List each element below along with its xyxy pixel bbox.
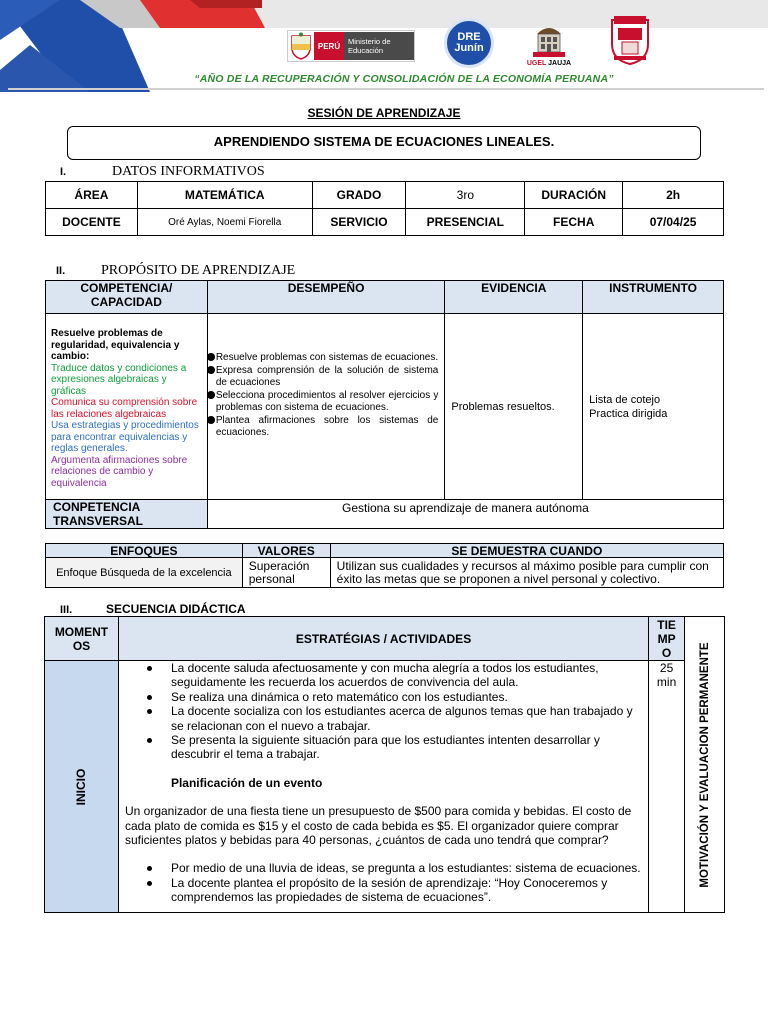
desempeno-item [216,415,439,439]
ministerio-label: Ministerio de Educación [344,32,414,60]
evaluacion-cell [685,617,725,913]
competencia-text: Resuelve problemas de regularidad, equivalencia y cambio: [51,328,180,362]
actividad-text: Por medio de una lluvia de ideas, se pregunta a los estudiantes: sistema de ecuaciones. [170,861,641,876]
actividad-item [171,704,642,733]
peru-minedu-logo [287,30,415,62]
ugel-label: UGEL [526,59,547,67]
desempeno-text: Selecciona procedimientos al resolver ejercicios y problemas con sistema de ecuaciones. [215,390,439,413]
momento-cell [45,661,119,913]
bullet-icon [207,353,215,361]
actividad-item [171,661,642,690]
header-estrategias: ESTRATÉGIAS / ACTIVIDADES [118,617,648,661]
bullet-icon [147,709,152,714]
actividad-text: La docente plantea el propósito de la sesión de aprendizaje: “Hoy Conoceremos y comprendemos las propiedades de sistema de ecuaciones”. [170,875,608,905]
section-number: III. [60,604,73,616]
section-title: PROPÓSITO DE APRENDIZAJE [101,263,296,278]
fecha-value: 07/04/25 [623,209,724,236]
section-number: I. [60,166,67,178]
desempeno-text: Plantea afirmaciones sobre los sistemas de ecuaciones. [215,415,439,438]
header-tiempo-text: TIEMPO [657,617,676,660]
year-motto: “AÑO DE LA RECUPERACIÓN Y CONSOLIDACIÓN DE LA ECONOMÍA PERUANA” [194,73,614,85]
desempeno-item [216,390,439,414]
section-proposito-heading [56,263,295,279]
section-number: II. [56,265,66,277]
desempeno-text: Resuelve problemas con sistemas de ecuaciones. [215,352,439,363]
dre-junin-logo [444,18,494,68]
instrumento-item: Lista de cotejo [589,393,661,406]
capacidad-item: Traduce datos y condiciones a expresiones algebraicas y gráficas [51,362,187,397]
transversal-label: CONPETENCIA TRANSVERSAL [46,500,208,529]
docente-label: DOCENTE [46,209,138,236]
desempeno-item [216,365,439,389]
actividad-text: Se presenta la siguiente situación para que los estudiantes intenten desarrollar y descubrir el tema a trabajar. [170,733,600,762]
actividad-text: La docente saluda afectuosamente y con mucha alegría a todos los estudiantes, seguidamente les recuerda los acuerdos de convivencia del aula. [170,661,599,690]
bullet-icon [147,738,152,743]
competencia-cell [46,314,208,500]
actividad-item [171,876,642,905]
capacidad-item: Comunica su comprensión sobre las relaciones algebraicas [51,397,198,420]
tiempo-unit: min [656,675,677,689]
capacidad-item: Argumenta afirmaciones sobre relaciones de cambio y equivalencia [51,454,188,489]
actividad-item [171,733,642,762]
actividades-cell [118,661,648,913]
grado-value: 3ro [406,182,525,209]
actividad-item [171,690,642,704]
bullet-icon [147,695,152,700]
header-evidencia: EVIDENCIA [445,281,583,314]
area-label: ÁREA [46,182,138,209]
situacion-title: Planificación de un evento [170,775,323,790]
bullet-icon [207,416,215,424]
actividad-item [171,861,642,875]
bullet-icon [207,366,215,374]
evidencia-cell: Problemas resueltos. [445,314,583,500]
peru-coat-of-arms-icon [288,32,314,60]
secuencia-table [44,616,725,913]
header-tiempo [649,617,685,661]
situacion-text: Un organizador de una fiesta tiene un presupuesto de $500 para comida y bebidas. El costo de cada plato de comida es $15 y el costo de cada bebida es $5. El organizador quiere comprar suficientes platos y bebidas para 40 personas, ¿cuántos de cada uno tendrá que comprar? [124,804,632,848]
momento-label: INICIO [74,768,89,805]
session-title: APRENDIENDO SISTEMA DE ECUACIONES LINEALES. [67,126,701,160]
tiempo-value: 25 [659,661,674,675]
desempeno-item [216,352,439,364]
actividad-text: La docente socializa con los estudiantes acerca de algunos temas que han trabajado y se relacionan con el nuevo a trabajar. [170,704,633,733]
enfoques-table [45,543,724,588]
evaluacion-label: MOTIVACIÓN Y EVALUACION PERMANENTE [698,641,711,888]
transversal-value: Gestiona su aprendizaje de manera autónoma [207,500,723,529]
school-crest-icon [608,14,652,66]
fecha-label: FECHA [525,209,623,236]
datos-informativos-table [45,181,724,236]
header-desempeno: DESEMPEÑO [207,281,445,314]
bullet-icon [147,881,152,886]
actividad-text: Se realiza una dinámica o reto matemático con los estudiantes. [170,689,508,704]
peru-label: PERÚ [314,32,344,60]
header-enfoques: ENFOQUES [46,544,243,558]
area-value: MATEMÁTICA [137,182,312,209]
header-valores: VALORES [242,544,330,558]
demuestra-value: Utilizan sus cualidades y recursos al máximo posible para cumplir con éxito las metas que se proponen a nivel personal y colectivo. [330,558,723,588]
section-title: SECUENCIA DIDÁCTICA [106,602,246,616]
header-banner [0,0,768,92]
school-crest-logo [608,14,652,66]
header-momentos [45,617,119,661]
bullet-icon [207,391,215,399]
section-secuencia-heading [60,602,246,616]
header-competencia: COMPETENCIA/ CAPACIDAD [46,281,208,314]
docente-value: Oré Aylas, Noemi Fiorella [137,209,312,236]
tiempo-cell [649,661,685,913]
session-label: SESIÓN DE APRENDIZAJE [307,106,461,120]
header-demuestra: SE DEMUESTRA CUANDO [330,544,723,558]
capacidad-item: Usa estrategias y procedimientos para encontrar equivalencias y reglas generales. [51,420,199,454]
section-title: DATOS INFORMATIVOS [112,164,265,179]
ugel-jauja-logo [525,16,573,70]
desempeno-cell [207,314,445,500]
header-momentos-text: MOMENTOS [54,624,109,653]
grado-label: GRADO [312,182,406,209]
bullet-icon [147,866,152,871]
instrumento-item: Practica dirigida [589,407,668,420]
header-instrumento: INSTRUMENTO [583,281,724,314]
ugel-name-label: JAUJA [548,59,572,67]
bullet-icon [147,666,152,671]
instrumento-cell [583,314,724,500]
ugel-building-icon [529,20,569,60]
section-datos-heading [60,164,265,180]
servicio-label: SERVICIO [312,209,406,236]
servicio-value: PRESENCIAL [406,209,525,236]
duracion-value: 2h [623,182,724,209]
duracion-label: DURACIÓN [525,182,623,209]
desempeno-text: Expresa comprensión de la solución de sistema de ecuaciones [215,365,439,388]
proposito-table [45,280,724,529]
dre-label: DRE [457,31,481,43]
enfoque-value: Enfoque Búsqueda de la excelencia [46,558,243,588]
valor-value: Superación personal [242,558,330,588]
dre-region-label: Junín [454,42,484,54]
